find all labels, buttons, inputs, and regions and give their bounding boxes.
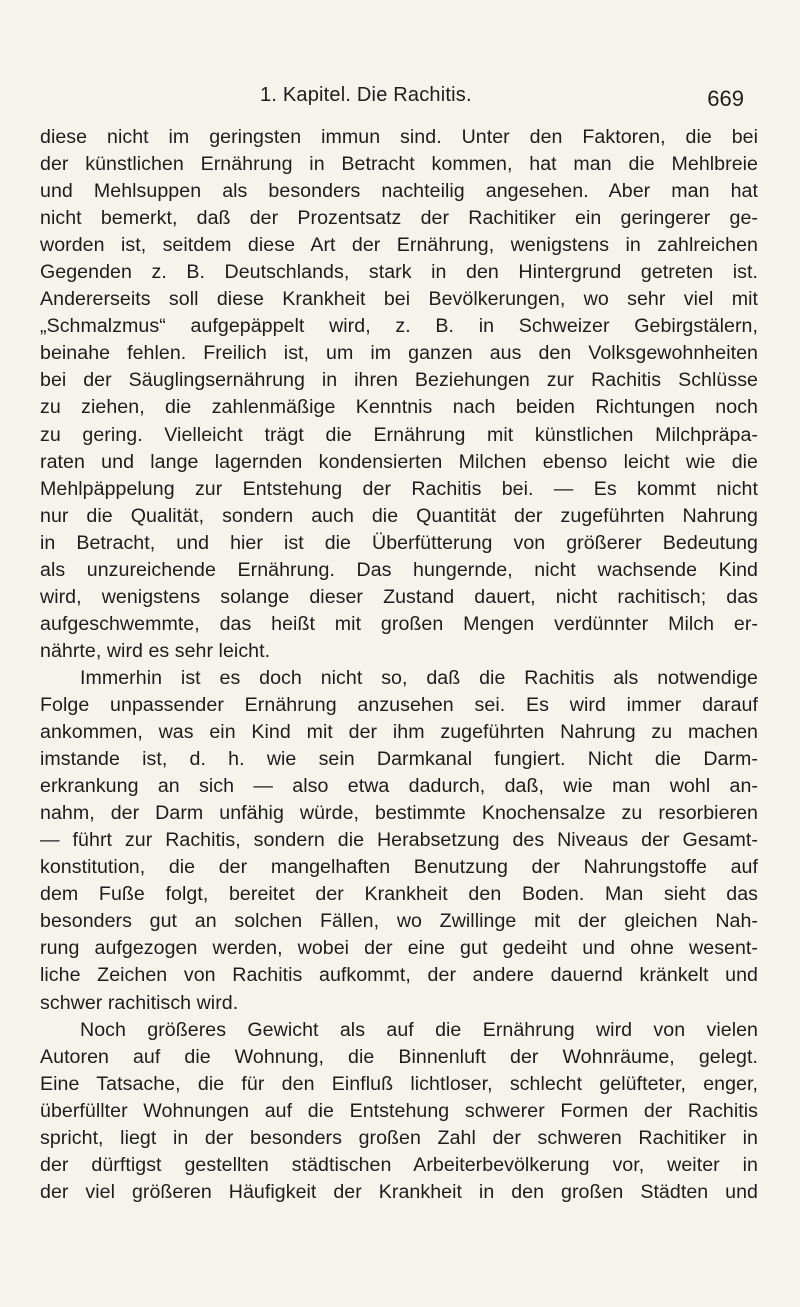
paragraph bbox=[40, 665, 758, 1017]
text-line: Mehlpäppelung zur Entstehung der Rachitis bei. — Es kommt nicht bbox=[40, 477, 758, 500]
text-line: spricht, liegt in der besonders großen Zahl der schweren Rachitiker in bbox=[40, 1126, 758, 1149]
text-line: bei der Säuglingsernährung in ihren Beziehungen zur Rachitis Schlüsse bbox=[40, 369, 758, 392]
text-line: schwer rachitisch wird. bbox=[40, 991, 239, 1014]
text-line: besonders gut an solchen Fällen, wo Zwillinge mit der gleichen Nah- bbox=[40, 910, 758, 933]
text-line: nur die Qualität, sondern auch die Quantität der zugeführten Nahrung bbox=[40, 504, 758, 527]
text-line: Noch größeres Gewicht als auf die Ernährung wird von vielen bbox=[80, 1018, 758, 1041]
text-line: nährte, wird es sehr leicht. bbox=[40, 639, 271, 662]
text-line: erkrankung an sich — also etwa dadurch, daß, wie man wohl an- bbox=[40, 775, 758, 798]
text-line: wird, wenigstens solange dieser Zustand dauert, nicht rachitisch; das bbox=[40, 585, 758, 608]
text-line: der dürftigst gestellten städtischen Arbeiterbevölkerung vor, weiter in bbox=[40, 1153, 758, 1176]
text-line: Autoren auf die Wohnung, die Binnenluft der Wohnräume, gelegt. bbox=[40, 1045, 758, 1068]
text-line: „Schmalzmus“ aufgepäppelt wird, z. B. in Schweizer Gebirgstälern, bbox=[40, 315, 758, 338]
text-line: als unzureichende Ernährung. Das hungernde, nicht wachsende Kind bbox=[40, 558, 758, 581]
paragraph bbox=[40, 1017, 758, 1206]
text-line: der künstlichen Ernährung in Betracht kommen, hat man die Mehlbreie bbox=[40, 153, 758, 176]
text-line: überfüllter Wohnungen auf die Entstehung schwerer Formen der Rachitis bbox=[40, 1099, 758, 1122]
text-line: Immerhin ist es doch nicht so, daß die Rachitis als notwendige bbox=[80, 666, 758, 689]
text-line: nahm, der Darm unfähig würde, bestimmte Knochensalze zu resorbieren bbox=[40, 802, 758, 825]
text-line: liche Zeichen von Rachitis aufkommt, der andere dauernd kränkelt und bbox=[40, 964, 758, 987]
text-line: konstitution, die der mangelhaften Benutzung der Nahrungstoffe auf bbox=[40, 856, 758, 879]
text-line: Gegenden z. B. Deutschlands, stark in den Hintergrund getreten ist. bbox=[40, 261, 758, 284]
text-line: dem Fuße folgt, bereitet der Krankheit den Boden. Man sieht das bbox=[40, 883, 758, 906]
text-line: Folge unpassender Ernährung anzusehen sei. Es wird immer darauf bbox=[40, 693, 758, 716]
text-line: nicht bemerkt, daß der Prozentsatz der Rachitiker ein geringerer ge- bbox=[40, 207, 758, 230]
text-line: diese nicht im geringsten immun sind. Unter den Faktoren, die bei bbox=[40, 126, 758, 148]
text-line: der viel größeren Häufigkeit der Krankheit in den großen Städten und bbox=[40, 1180, 758, 1203]
text-line: zu gering. Vielleicht trägt die Ernährung mit künstlichen Milchpräpa- bbox=[40, 423, 758, 446]
text-line: aufgeschwemmte, das heißt mit großen Mengen verdünnter Milch er- bbox=[40, 612, 758, 635]
text-line: rung aufgezogen werden, wobei der eine gut gedeiht und ohne wesent- bbox=[40, 937, 758, 960]
paragraph bbox=[40, 124, 758, 665]
text-line: Eine Tatsache, die für den Einfluß lichtloser, schlecht gelüfteter, enger, bbox=[40, 1072, 758, 1095]
text-line: in Betracht, und hier ist die Überfütterung von größerer Bedeutung bbox=[40, 531, 758, 554]
text-line: imstande ist, d. h. wie sein Darmkanal fungiert. Nicht die Darm- bbox=[40, 748, 758, 771]
text-line: und Mehlsuppen als besonders nachteilig angesehen. Aber man hat bbox=[40, 180, 758, 203]
text-line: Andererseits soll diese Krankheit bei Bevölkerungen, wo sehr viel mit bbox=[40, 288, 758, 311]
text-line: zu ziehen, die zahlenmäßige Kenntnis nach beiden Richtungen noch bbox=[40, 396, 758, 419]
text-line: worden ist, seitdem diese Art der Ernährung, wenigstens in zahlreichen bbox=[40, 234, 758, 257]
page-number: 669 bbox=[707, 86, 744, 111]
text-line: ankommen, was ein Kind mit der ihm zugeführten Nahrung zu machen bbox=[40, 721, 758, 744]
chapter-title: 1. Kapitel. Die Rachitis. bbox=[260, 84, 472, 106]
body-text bbox=[40, 124, 758, 1206]
text-line: raten und lange lagernden kondensierten Milchen ebenso leicht wie die bbox=[40, 450, 758, 473]
text-line: — führt zur Rachitis, sondern die Herabsetzung des Niveaus der Gesamt- bbox=[40, 829, 758, 852]
running-header bbox=[40, 84, 770, 118]
text-line: beinahe fehlen. Freilich ist, um im ganzen aus den Volksgewohnheiten bbox=[40, 342, 758, 365]
